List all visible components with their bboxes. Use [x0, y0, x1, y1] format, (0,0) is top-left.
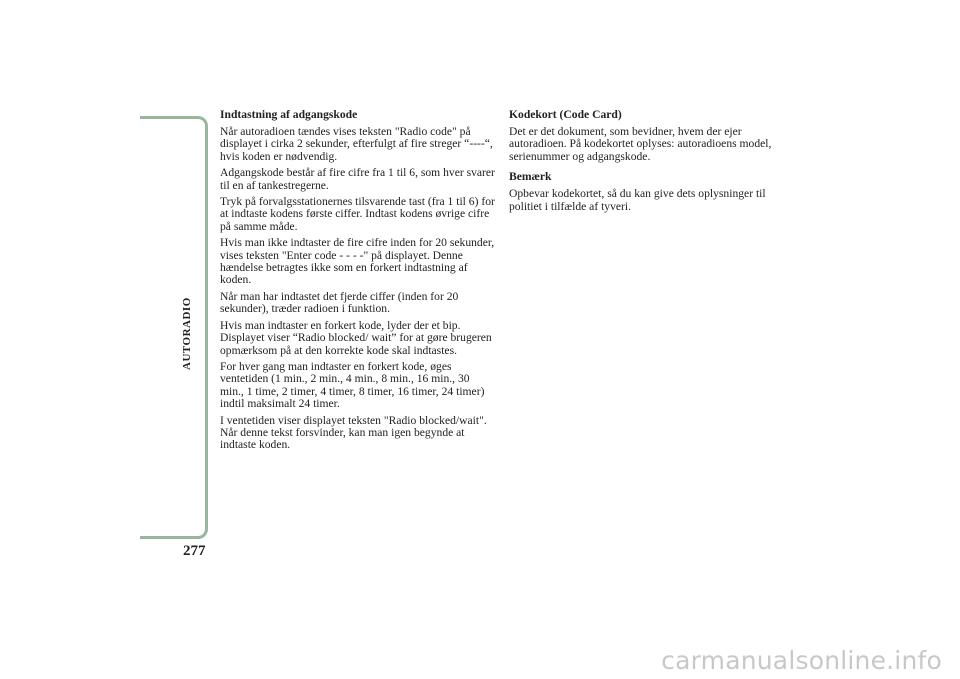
- paragraph: Det er det dokument, som bevidner, hvem der ejer autoradioen. På kodekortet oplyses: autoradioens model, serienummer og adgangskode.: [509, 125, 772, 163]
- heading-note: Bemærk: [509, 170, 552, 184]
- paragraph: Adgangskode består af fire cifre fra 1 til 6, som hver svarer til en af tankestregerne.: [220, 166, 495, 192]
- heading-code-card: Kodekort (Code Card): [509, 108, 622, 121]
- paragraph: Når autoradioen tændes vises teksten "Radio code" på displayet i cirka 2 sekunder, efterfulgt af fire streger “----“, hvis koden er nødvendig.: [220, 125, 493, 163]
- paragraph: Tryk på forvalgsstationernes tilsvarende tast (fra 1 til 6) for at indtaste kodens første ciffer. Indtast kodens øvrige cifre på samme måde.: [220, 195, 495, 233]
- paragraph: I ventetiden viser displayet teksten "Radio blocked/wait". Når denne tekst forsvinder, kan man igen begynde at indtaste koden.: [220, 413, 487, 452]
- paragraph: For hver gang man indtaster en forkert kode, øges ventetiden (1 min., 2 min., 4 min., 8 min., 16 min., 30 min., 1 time, 2 timer, 4 timer, 8 timer, 16 timer, 24 timer) indtil maksimalt 24 timer.: [220, 359, 485, 411]
- paragraph: Hvis man ikke indtaster de fire cifre inden for 20 sekunder, vises teksten "Enter code - - - -" på displayet. Denne hændelse betragtes ikke som en forkert indtastning af koden.: [220, 236, 495, 287]
- page-number: 277: [183, 543, 206, 559]
- right-column: [509, 108, 779, 217]
- paragraph: Når man har indtastet det fjerde ciffer (inden for 20 sekunder), træder radioen i funktion.: [220, 289, 459, 316]
- section-side-label: AUTORADIO: [181, 297, 193, 370]
- paragraph: Opbevar kodekortet, så du kan give dets oplysninger til politiet i tilfælde af tyveri.: [509, 187, 766, 213]
- watermark-text: carmanualsonline.info: [661, 646, 942, 675]
- paragraph: Hvis man indtaster en forkert kode, lyder der et bip. Displayet viser “Radio blocked/ wait” for at gøre brugeren opmærksom på at den korrekte kode skal indtastes.: [220, 318, 492, 357]
- heading-code-entry: Indtastning af adgangskode: [220, 108, 358, 121]
- left-column: [220, 108, 495, 456]
